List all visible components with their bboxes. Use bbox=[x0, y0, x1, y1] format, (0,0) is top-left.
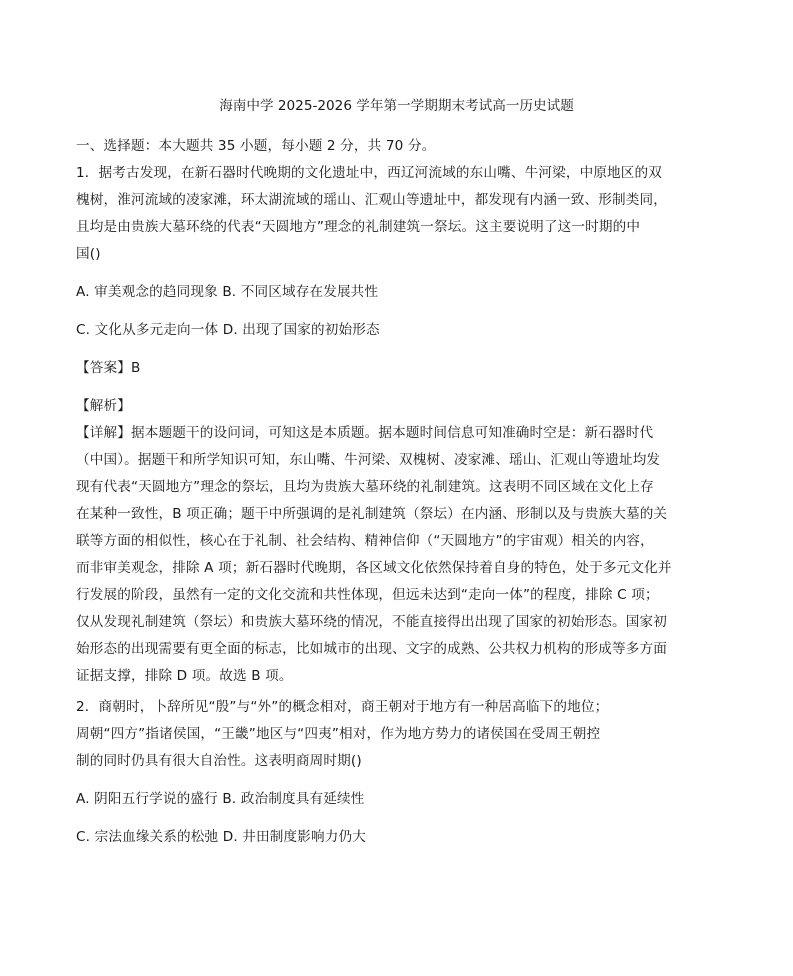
q1-detail-line-8: 仅从发现礼制建筑（祭坛）和贵族大墓环绕的情况，不能直接得出出现了国家的初始形态。国家初 bbox=[76, 614, 667, 630]
answer-label: 【答案】 bbox=[76, 360, 131, 376]
q1-stem-line-2: 槐树，淮河流域的凌家滩，环太湖流域的瑶山、汇观山等遗址中，都发现有内涵一致、形制类同， bbox=[76, 192, 667, 208]
detail-label: 【详解】 bbox=[76, 425, 131, 441]
q2-options-cd: C. 宗法血缘关系的松弛 D. 井田制度影响力仍大 bbox=[76, 829, 367, 845]
q1-detail-line-5: 联等方面的相似性，核心在于礼制、社会结构、精神信仰（“天圆地方”的宇宙观）相关的内容， bbox=[76, 533, 654, 549]
section-heading: 一、选择题：本大题共 35 小题，每小题 2 分，共 70 分。 bbox=[76, 138, 436, 154]
q1-detail-line-6: 而非审美观念，排除 A 项；新石器时代晚期，各区域文化依然保持着自身的特色，处于多元文化并 bbox=[76, 560, 672, 576]
q1-detail-line-3: 现有代表“天圆地方”理念的祭坛，且均为贵族大墓环绕的礼制建筑。这表明不同区域在文化上存 bbox=[76, 479, 654, 495]
page-title: 海南中学 2025-2026 学年第一学期期末考试高一历史试题 bbox=[219, 98, 574, 114]
q1-detail-line-1 bbox=[76, 423, 653, 443]
detail-text: 据本题题干的设问词，可知这是本质题。据本题时间信息可知准确时空是：新石器时代 bbox=[130, 425, 654, 441]
q1-detail-line-7: 行发展的阶段，虽然有一定的文化交流和共性体现，但远未达到“走向一体”的程度，排除 C 项； bbox=[76, 587, 659, 603]
q2-stem-line-3: 制的同时仍具有很大自治性。这表明商周时期() bbox=[76, 753, 362, 769]
q2-stem-line-1: 2．商朝时，卜辞所见“殷”与“外”的概念相对，商王朝对于地方有一种居高临下的地位； bbox=[76, 699, 609, 715]
answer-value: B bbox=[130, 360, 141, 376]
q1-detail-line-10: 证据支撑，排除 D 项。故选 B 项。 bbox=[76, 668, 293, 684]
q1-answer bbox=[76, 358, 140, 378]
q1-detail-line-2: （中国）。据题干和所学知识可知，东山嘴、牛河梁、双槐树、凌家滩、瑶山、汇观山等遗址均发 bbox=[76, 452, 661, 468]
q1-stem-line-1: 1．据考古发现，在新石器时代晚期的文化遗址中，西辽河流域的东山嘴、牛河梁，中原地区的双 bbox=[76, 165, 663, 181]
q1-detail-line-9: 始形态的出现需要有更全面的标志，比如城市的出现、文字的成熟、公共权力机构的形成等多方面 bbox=[76, 641, 667, 657]
q1-detail-line-4: 在某种一致性，B 项正确；题干中所强调的是礼制建筑（祭坛）在内涵、形制以及与贵族大墓的关 bbox=[76, 506, 668, 522]
q1-stem-line-4: 国() bbox=[76, 246, 101, 262]
q2-options-ab: A. 阴阳五行学说的盛行 B. 政治制度具有延续性 bbox=[76, 791, 365, 807]
q1-options-cd: C. 文化从多元走向一体 D. 出现了国家的初始形态 bbox=[76, 322, 380, 338]
q1-options-ab: A. 审美观念的趋同现象 B. 不同区域存在发展共性 bbox=[76, 284, 379, 300]
q2-stem-line-2: 周朝“四方”指诸侯国，“王畿”地区与“四夷”相对，作为地方势力的诸侯国在受周王朝控 bbox=[76, 726, 601, 742]
q1-stem-line-3: 且均是由贵族大墓环绕的代表“天圆地方”理念的礼制建筑一祭坛。这主要说明了这一时期的中 bbox=[76, 219, 641, 235]
analysis-label: 【解析】 bbox=[76, 398, 131, 414]
